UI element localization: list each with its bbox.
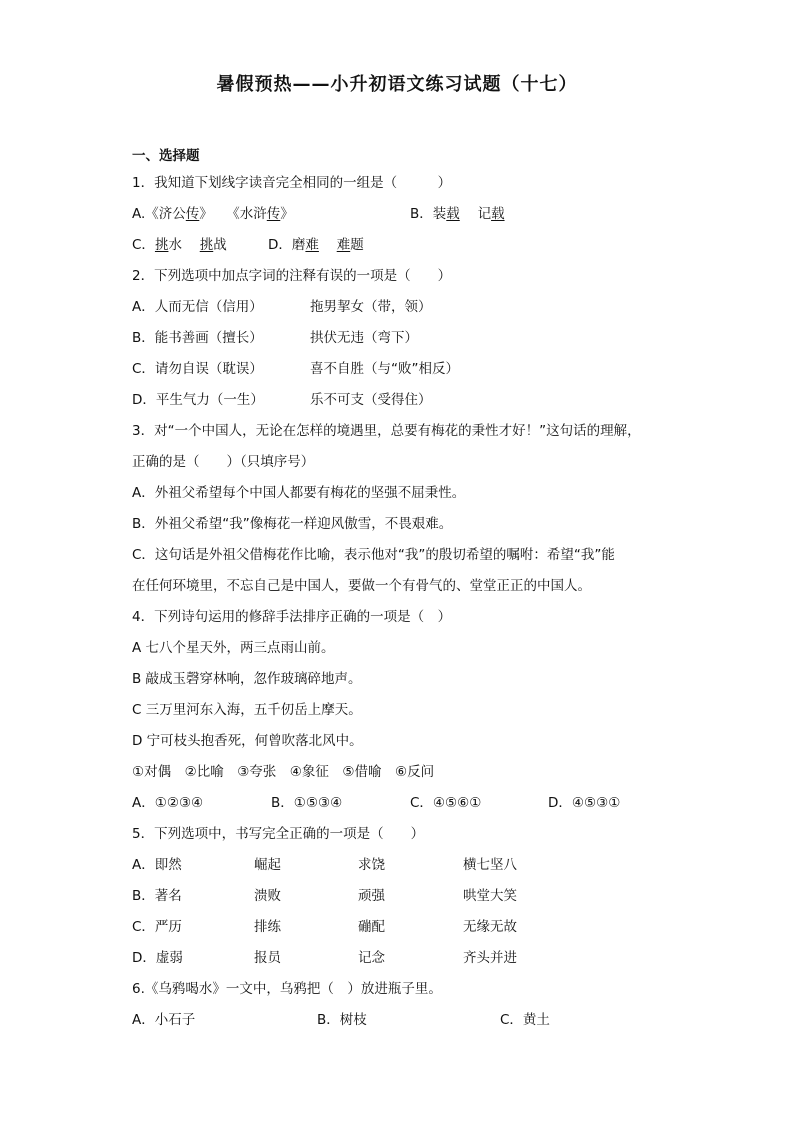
q5-cell: 齐头并进	[463, 950, 517, 966]
question-2-stem: 2．下列选项中加点字词的注释有误的一项是（ ）	[132, 268, 452, 284]
q6-options	[132, 1005, 692, 1036]
q2-row-c	[132, 354, 692, 385]
q4-poem-a: A 七八个星天外，两三点雨山前。	[132, 640, 335, 656]
question-4-stem: 4．下列诗句运用的修辞手法排序正确的一项是（ ）	[132, 609, 452, 625]
q5-cell: B．著名	[132, 888, 182, 904]
q5-cell: C．严历	[132, 919, 182, 935]
q4-option-c: C．④⑤⑥①	[410, 795, 482, 811]
question-6-stem: 6.《乌鸦喝水》一文中，乌鸦把（ ）放进瓶子里。	[132, 981, 442, 997]
q5-row-d	[132, 943, 692, 974]
q2-option-text: 拖男挈女（带，领）	[310, 299, 432, 315]
q5-row-c	[132, 912, 692, 943]
q2-option-text: 拱伏无违（弯下）	[310, 330, 418, 346]
q5-cell: 无缘无故	[463, 919, 517, 935]
q2-option-text: 乐不可支（受得住）	[310, 392, 432, 408]
q5-row-b	[132, 881, 692, 912]
q4-option-a: A．①②③④	[132, 795, 204, 811]
q4-poem-c: C 三万里河东入海，五千仞岳上摩天。	[132, 702, 362, 718]
q2-option-text: A．人而无信（信用）	[132, 299, 263, 315]
q5-cell: 报员	[254, 950, 281, 966]
q5-cell: A．即然	[132, 857, 182, 873]
q1-option-a: A.《济公传》 《水浒传》	[132, 206, 294, 222]
q4-poem-b: B 敲成玉磬穿林响，忽作玻璃碎地声。	[132, 671, 362, 687]
q5-cell: 崛起	[254, 857, 281, 873]
q4-option-d: D．④⑤③①	[548, 795, 621, 811]
section-heading: 一、选择题	[132, 148, 200, 164]
q2-option-text: B．能书善画（擅长）	[132, 330, 263, 346]
q6-option-a: A．小石子	[132, 1012, 196, 1028]
page-title: 暑假预热——小升初语文练习试题（十七）	[216, 74, 578, 95]
q5-cell: D．虚弱	[132, 950, 183, 966]
q4-options	[132, 788, 692, 819]
q2-row-d	[132, 385, 692, 416]
q3-option-b: B．外祖父希望“我”像梅花一样迎风傲雪，不畏艰难。	[132, 516, 453, 532]
q6-option-b: B．树枝	[317, 1012, 367, 1028]
question-1-row-cd	[132, 230, 692, 261]
question-5-stem: 5．下列选项中，书写完全正确的一项是（ ）	[132, 826, 425, 842]
question-1-row-ab	[132, 199, 692, 230]
q5-cell: 溃败	[254, 888, 281, 904]
q5-cell: 排练	[254, 919, 281, 935]
q1-option-d: D．磨难 难题	[268, 237, 364, 253]
q2-option-text: 喜不自胜（与“败”相反）	[310, 361, 459, 377]
q5-cell: 顽强	[358, 888, 385, 904]
q3-option-c-line2: 在任何环境里，不忘自己是中国人，要做一个有骨气的、堂堂正正的中国人。	[132, 578, 591, 594]
q5-cell: 求饶	[358, 857, 385, 873]
q2-option-text: D．平生气力（一生）	[132, 392, 264, 408]
q5-cell: 横七坚八	[463, 857, 517, 873]
q2-row-a	[132, 292, 692, 323]
q5-cell: 磞配	[358, 919, 385, 935]
question-3-stem-line1: 3．对“一个中国人，无论在怎样的境遇里，总要有梅花的秉性才好！”这句话的理解，	[132, 423, 641, 439]
exam-body	[132, 144, 692, 1036]
q2-option-text: C．请勿自误（耽误）	[132, 361, 263, 377]
q6-option-c: C．黄土	[500, 1012, 550, 1028]
q1-option-c: C．挑水 挑战	[132, 237, 227, 253]
q4-legend: ①对偶 ②比喻 ③夸张 ④象征 ⑤借喻 ⑥反问	[132, 764, 435, 780]
q5-row-a	[132, 850, 692, 881]
q2-row-b	[132, 323, 692, 354]
q5-cell: 记念	[358, 950, 385, 966]
q4-option-b: B．①⑤③④	[271, 795, 343, 811]
question-1-stem: 1．我知道下划线字读音完全相同的一组是（ ）	[132, 175, 452, 191]
q5-cell: 哄堂大笑	[463, 888, 517, 904]
q3-option-c-line1: C．这句话是外祖父借梅花作比喻，表示他对“我”的殷切希望的嘱咐：希望“我”能	[132, 547, 615, 563]
q1-option-b: B．装载 记载	[410, 206, 505, 222]
q4-poem-d: D 宁可枝头抱香死，何曾吹落北风中。	[132, 733, 363, 749]
q3-option-a: A．外祖父希望每个中国人都要有梅花的坚强不屈秉性。	[132, 485, 466, 501]
question-3-stem-line2: 正确的是（ ）（只填序号）	[132, 454, 315, 470]
